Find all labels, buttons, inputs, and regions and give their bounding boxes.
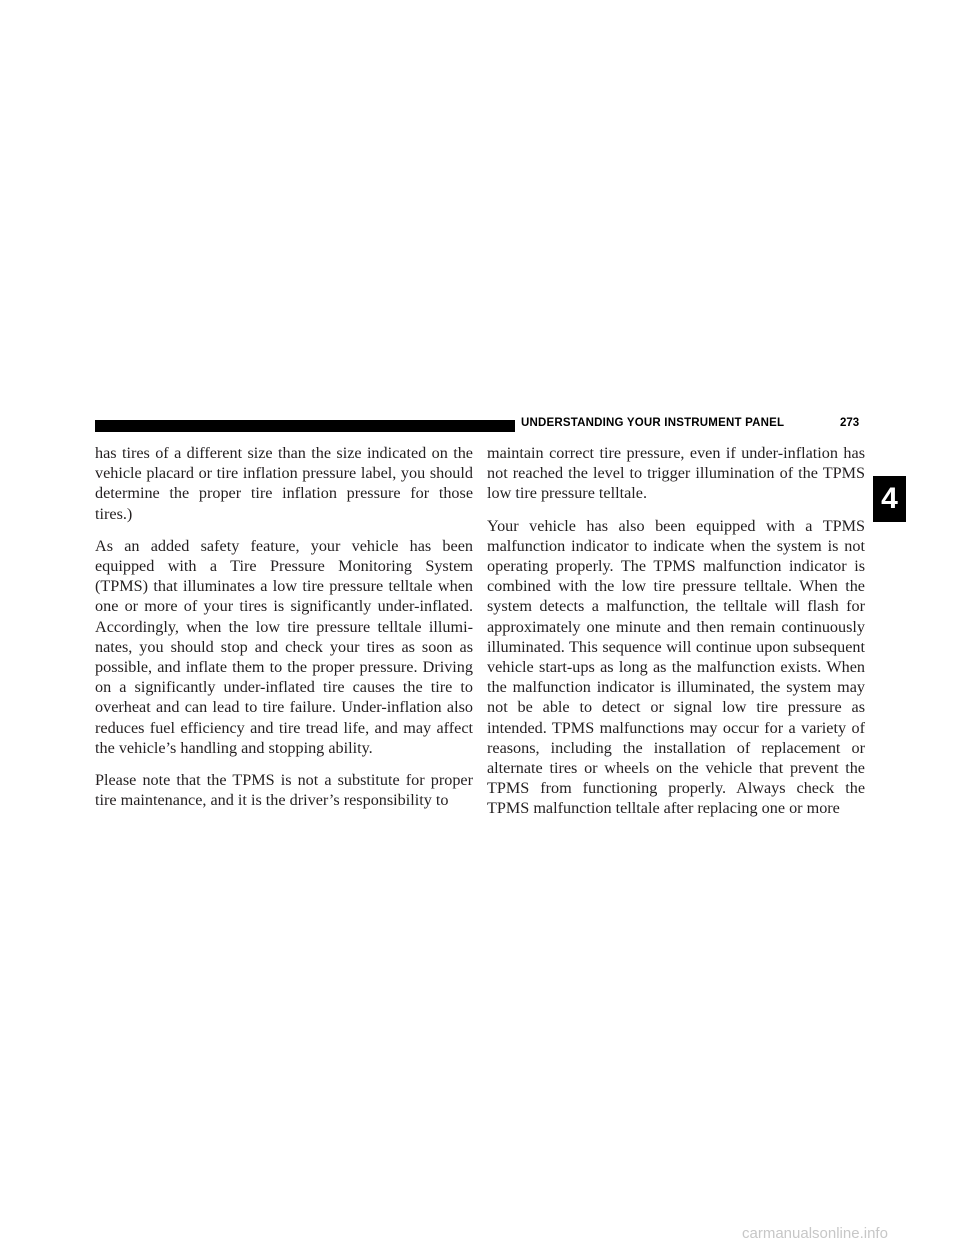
paragraph: Your vehicle has also been equipped with a TPMS malfunction indicator to indicate when the system is not operating properly. The TPMS malfunction indicator is combined with the low tire pressure telltale. When the system detects a malfunction, the telltale will flash for approximately one minute and then remain continuously illuminated. This sequence will continue upon subsequent vehicle start-ups as long as the malfunction exists. When the malfunction indicator is illuminated, the system may not be able to detect or signal low tire pressure as intended. TPMS malfunctions may occur for a variety of reasons, including the installation of replacement or alternate tires or wheels on the vehicle that prevent the TPMS from functioning properly. Always check the TPMS malfunction telltale after replacing one or more — [487, 516, 865, 818]
watermark: carmanualsonline.info — [742, 1225, 888, 1242]
header-rule — [95, 420, 515, 432]
paragraph: Please note that the TPMS is not a substitute for proper tire maintenance, and it is the driver’s responsibility to — [95, 771, 473, 810]
left-column — [95, 443, 473, 822]
chapter-tab: 4 — [873, 476, 906, 522]
paragraph: has tires of a different size than the size indicated on the vehicle placard or tire inflation pressure label, you should determine the proper tire inflation pressure for those tires.) — [95, 444, 473, 523]
paragraph: As an added safety feature, your vehicle has been equipped with a Tire Pressure Monitoring System (TPMS) that illuminates a low tire pressure telltale when one or more of your tires is significantly under-inflated. Accordingly, when the low tire pressure telltale illuminates, you should stop and check your tires as soon as possible, and inflate them to the proper pressure. Driving on a significantly under-inflated tire causes the tire to overheat and can lead to tire failure. Under-inflation also reduces fuel efficiency and tire tread life, and may affect the vehicle’s handling and stopping ability. — [95, 536, 473, 757]
right-column — [487, 443, 865, 831]
page-number: 273 — [840, 417, 860, 429]
paragraph: maintain correct tire pressure, even if under-inflation has not reached the level to trigger illumination of the TPMS low tire pressure telltale. — [487, 444, 865, 503]
section-title: UNDERSTANDING YOUR INSTRUMENT PANEL — [521, 417, 785, 429]
